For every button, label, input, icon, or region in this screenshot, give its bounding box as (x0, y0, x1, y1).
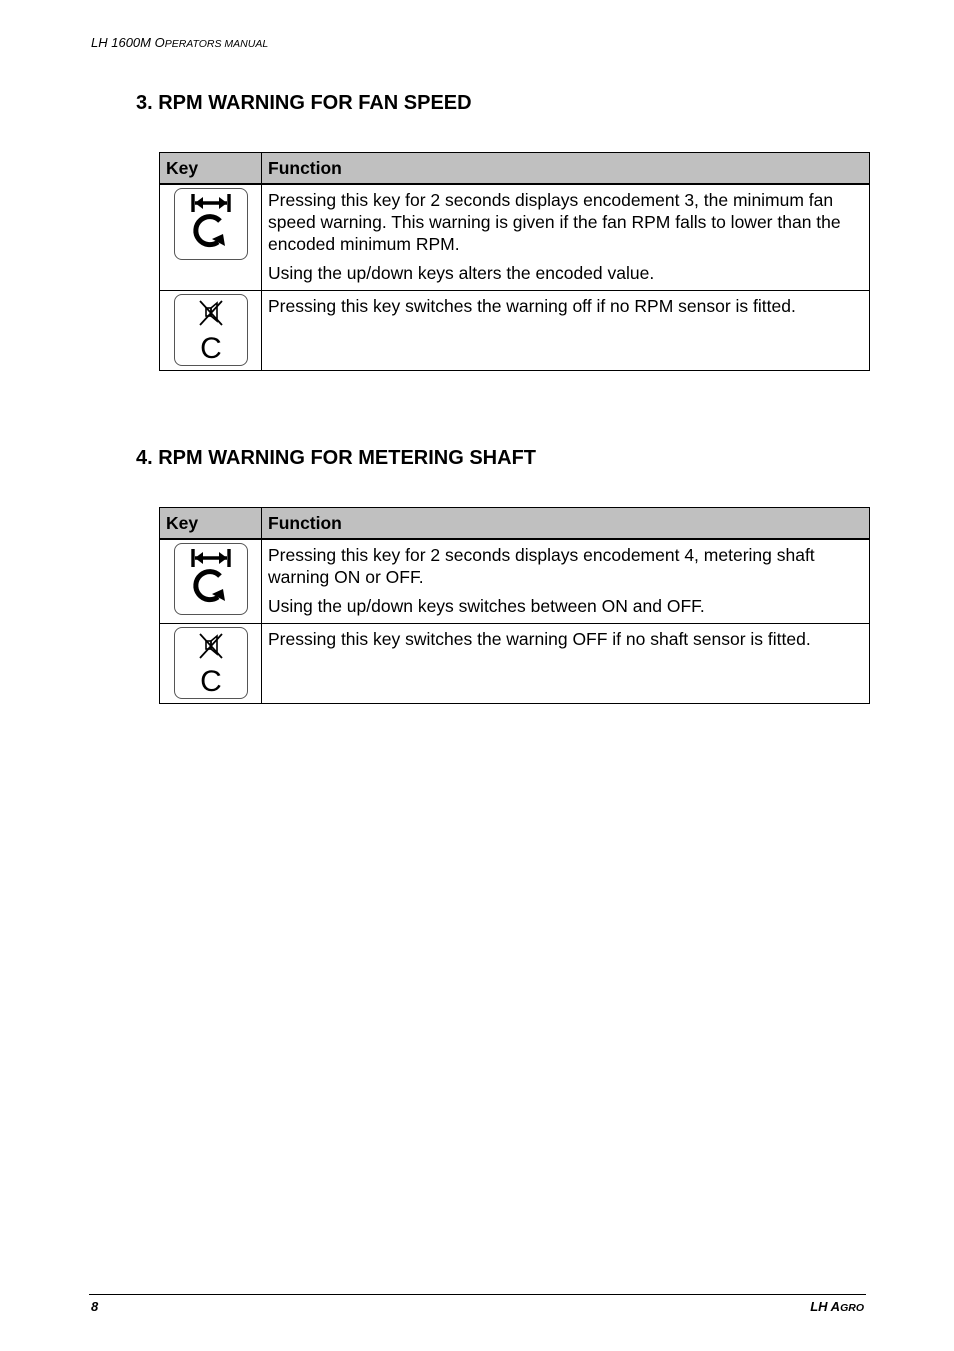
col-header-function: Function (262, 508, 870, 540)
function-cell (262, 184, 870, 291)
table-row (160, 624, 870, 704)
function-text: Pressing this key switches the warning OFF if no shaft sensor is fitted. (268, 629, 811, 649)
mute-clear-key-icon (174, 627, 248, 699)
col-header-key: Key (160, 508, 262, 540)
mute-clear-key-icon (174, 294, 248, 366)
section-title-metering-shaft: 4. RPM WARNING FOR METERING SHAFT (136, 447, 536, 469)
key-letter: C (199, 332, 222, 365)
running-header (91, 35, 268, 50)
header-title: LH 1600M O (91, 35, 165, 50)
function-text: Pressing this key switches the warning off if no RPM sensor is fitted. (268, 296, 796, 316)
function-cell (262, 291, 870, 371)
section-title-fan-speed: 3. RPM WARNING FOR FAN SPEED (136, 92, 472, 114)
brand-text-smallcaps: GRO (840, 1302, 864, 1314)
col-header-function: Function (262, 153, 870, 185)
table-header-row (160, 508, 870, 540)
function-text: Using the up/down keys switches between ON and OFF. (268, 596, 705, 616)
key-cell (160, 184, 262, 291)
key-letter: C (199, 665, 222, 698)
function-cell (262, 539, 870, 624)
table-row (160, 184, 870, 291)
key-function-table-fan-speed (159, 152, 870, 371)
arrows-rotate-key-icon (174, 188, 248, 260)
key-cell (160, 624, 262, 704)
arrows-rotate-key-icon (174, 543, 248, 615)
footer-brand (810, 1299, 864, 1314)
function-text: Pressing this key for 2 seconds displays encodement 4, metering shaft warning ON or OFF. (268, 545, 815, 587)
function-text: Pressing this key for 2 seconds displays encodement 3, the minimum fan speed warning. This warning is given if the fan RPM falls to lower than the encoded minimum RPM. (268, 190, 841, 254)
running-footer (89, 1294, 866, 1314)
speaker-mute-icon (200, 301, 222, 325)
table-row (160, 291, 870, 371)
function-cell (262, 624, 870, 704)
page-number: 8 (91, 1299, 99, 1314)
col-header-key: Key (160, 153, 262, 185)
table-row (160, 539, 870, 624)
table-header-row (160, 153, 870, 185)
brand-text: LH A (810, 1299, 841, 1314)
key-cell (160, 291, 262, 371)
function-text: Using the up/down keys alters the encoded value. (268, 263, 655, 283)
key-function-table-metering-shaft (159, 507, 870, 704)
key-cell (160, 539, 262, 624)
header-title-smallcaps: PERATORS MANUAL (164, 38, 269, 50)
speaker-mute-icon (200, 634, 222, 658)
